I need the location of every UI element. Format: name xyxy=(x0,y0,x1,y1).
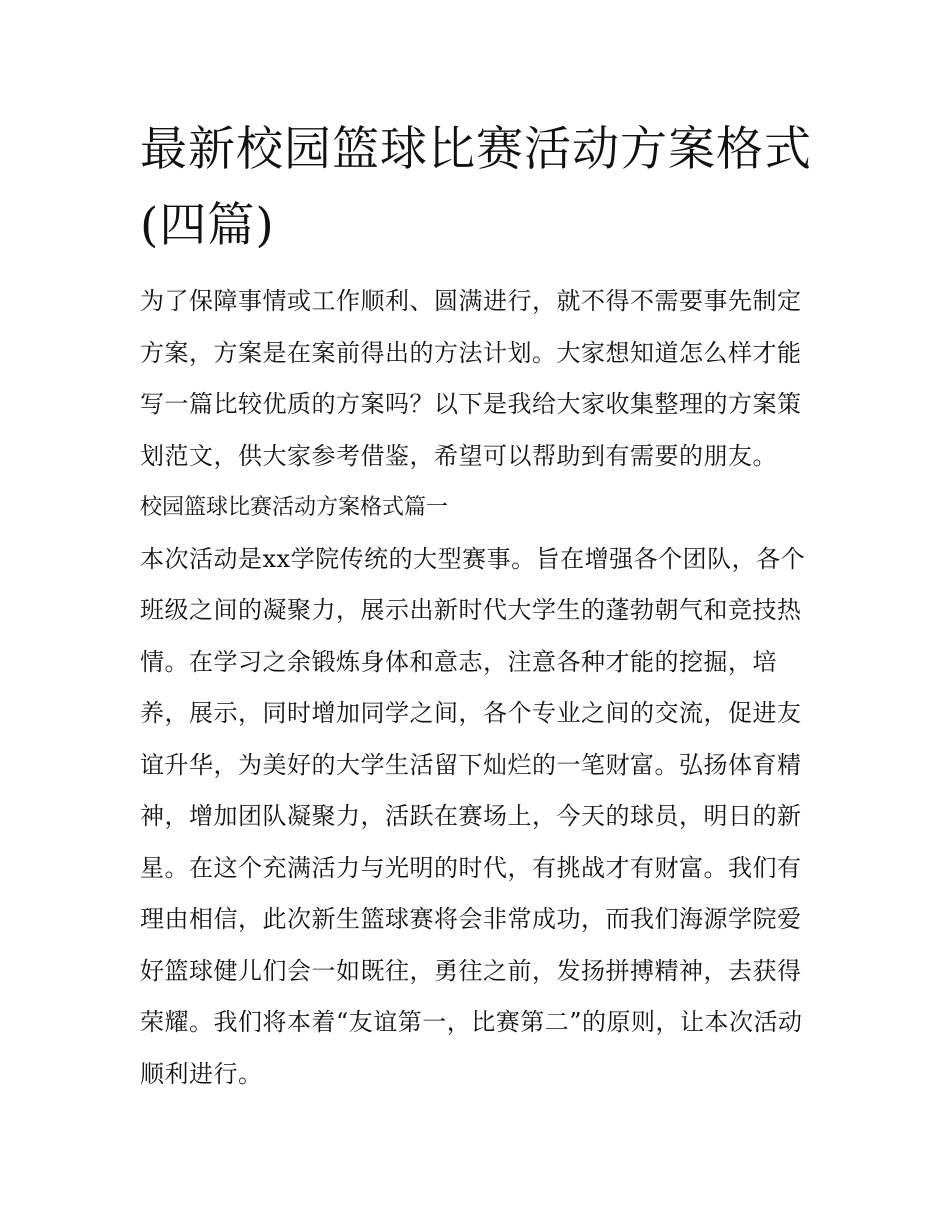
intro-paragraph: 为了保障事情或工作顺利、圆满进行，就不得不需要事先制定方案，方案是在案前得出的方法计划。大家想知道怎么样才能写一篇比较优质的方案吗？以下是我给大家收集整理的方案策划范文，供大家参考借鉴，希望可以帮助到有需要的朋友。 xyxy=(140,287,802,470)
section-paragraph: 本次活动是xx学院传统的大型赛事。旨在增强各个团队，各个班级之间的凝聚力，展示出新时代大学生的蓬勃朝气和竞技热情。在学习之余锻炼身体和意志，注意各种才能的挖掘，培养，展示，同时增加同学之间，各个专业之间的交流，促进友谊升华，为美好的大学生活留下灿烂的一笔财富。弘扬体育精神，增加团队凝聚力，活跃在赛场上，今天的球员，明日的新星。在这个充满活力与光明的时代，有挑战才有财富。我们有理由相信，此次新生篮球赛将会非常成功，而我们海源学院爱好篮球健儿们会一如既往，勇往之前，发扬拼搏精神，去获得荣耀。我们将本着“友谊第一，比赛第二”的原则，让本次活动顺利进行。 xyxy=(140,544,806,1088)
document-body xyxy=(140,276,820,1100)
section-heading: 校园篮球比赛活动方案格式篇一 xyxy=(140,495,449,520)
document-title: 最新校园篮球比赛活动方案格式(四篇) xyxy=(140,122,812,253)
